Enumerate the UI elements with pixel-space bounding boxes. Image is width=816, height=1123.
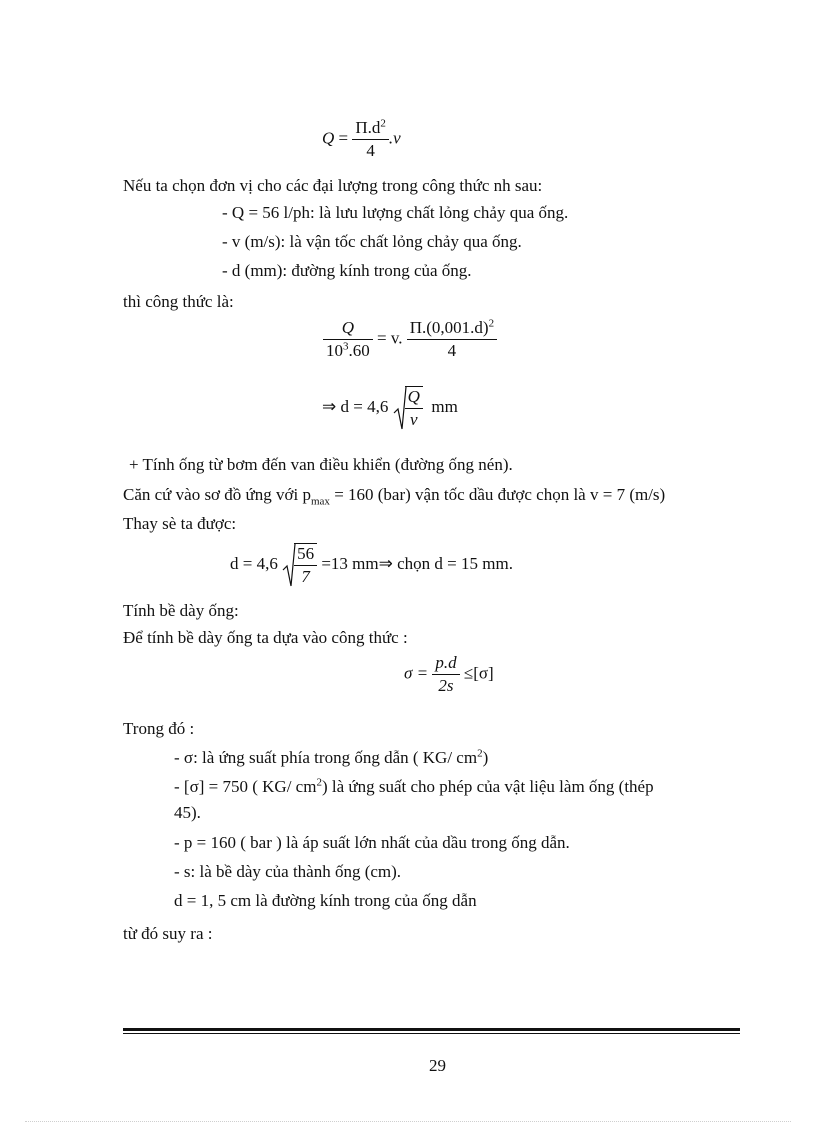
intro-text: Nếu ta chọn đơn vị cho các đại lượng trong công thức nh sau: bbox=[123, 176, 543, 195]
basis-text: Căn cứ vào sơ đồ ứng với $p_{max} = 160$ (bar) vận tốc dầu được chọn là v = 7 (m/s) bbox=[123, 485, 666, 508]
formula-fraction: $\frac{\Pi.d^2}{4}$ bbox=[352, 118, 389, 161]
where-text: Trong đó : bbox=[123, 719, 195, 738]
conclude-text: từ đó suy ra : bbox=[123, 924, 213, 943]
substitute-text: Thay sè ta được: bbox=[123, 514, 237, 533]
item-pressure: - p = 160 ( bar ) là áp suất lớn nhất của dầu trong ống dẫn. bbox=[174, 833, 570, 852]
item-diameter: d = 1, 5 cm là đường kính trong của ống dẫn bbox=[174, 891, 477, 910]
def-v: - v (m/s): là vận tốc chất lỏng chảy qua ống. bbox=[222, 232, 522, 251]
section-heading: + Tính ống từ bơm đến van điều khiển (đường ống nén). bbox=[129, 455, 513, 474]
item-thickness: - s: là bề dày của thành ống (cm). bbox=[174, 862, 402, 881]
then-text: thì công thức là: bbox=[123, 292, 234, 311]
def-q: - Q = 56 l/ph: là lưu lượng chất lỏng chảy qua ống. bbox=[222, 203, 569, 222]
def-d: - d (mm): đường kính trong của ống. bbox=[222, 261, 472, 280]
formula-lhs: Q bbox=[322, 128, 335, 148]
page-number: 29 bbox=[429, 1056, 446, 1075]
formula-flow-rate: Q = $\frac{\Pi.d^2}{4}$ .v bbox=[322, 117, 401, 160]
thickness-title: Tính bề dày ống: bbox=[123, 601, 239, 620]
item-sigma: - σ: là ứng suất phía trong ống dẫn ( KG/ $cm^2$) bbox=[174, 747, 489, 767]
formula-units: $\frac{Q}{10^3.60}$ = v. $\frac{\Pi.(0,001.d)^2}{4}$ bbox=[323, 318, 497, 361]
page-edge bbox=[25, 1121, 791, 1122]
thickness-intro: Để tính bề dày ống ta dựa vào công thức : bbox=[123, 628, 408, 647]
footer-rule-thick bbox=[123, 1028, 740, 1031]
footer-rule-thin bbox=[123, 1033, 740, 1034]
item-allowable: - [σ] = 750 ( KG/ $cm^2$) là ứng suất cho phép của vật liệu làm ống (thép bbox=[174, 776, 654, 796]
formula-diameter: ⇒ d = 4,6 $\frac{Q}{v}$ mm bbox=[322, 387, 458, 429]
formula-stress: σ = $\frac{p.d}{2s}$ ≤[σ] bbox=[404, 653, 494, 695]
item-allowable-cont: 45). bbox=[174, 803, 201, 822]
formula-diameter-calc: d = 4,6 $\frac{56}{7}$ =13 mm⇒ chọn d = 15 mm. bbox=[230, 544, 513, 586]
